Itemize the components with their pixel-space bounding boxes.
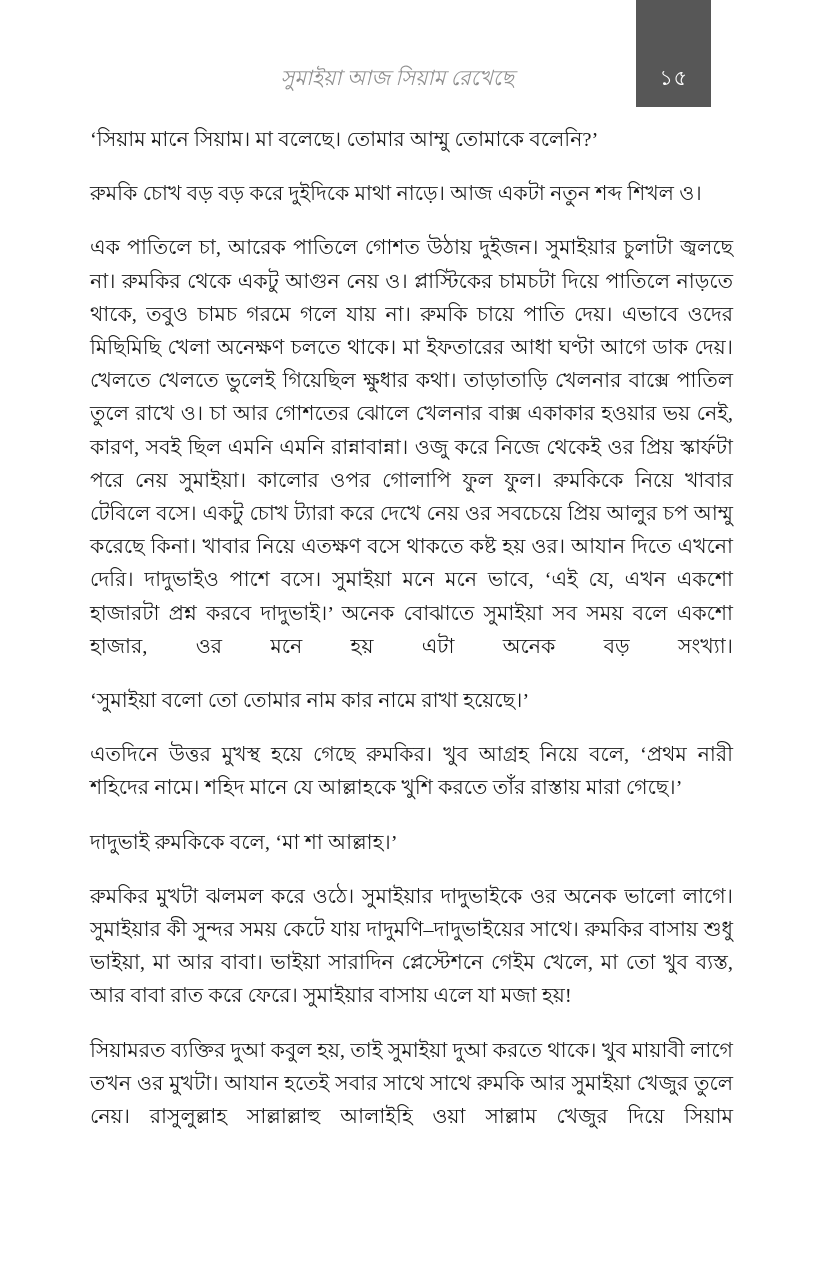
paragraph: রুমকি চোখ বড় বড় করে দুইদিকে মাথা নাড়ে। আজ একটা নতুন শব্দ শিখল ও।: [90, 183, 702, 206]
paragraph: দাদুভাই রুমকিকে বলে, ‘মা শা আল্লাহ।’: [90, 831, 398, 854]
paragraph: ‘সুমাইয়া বলো তো তোমার নাম কার নামে রাখা হয়েছে।’: [90, 690, 530, 713]
page-number: ১৫: [659, 66, 688, 90]
page-header: [0, 0, 822, 107]
body-text-block: [90, 124, 733, 1134]
paragraph: সিয়ামরত ব্যক্তির দুআ কবুল হয়, তাই সুমাইয়া দুআ করতে থাকে। খুব মায়াবী লাগে তখন ওর মুখটা। আযান হতেই সবার সাথে সাথে রুমকি আর সুমাইয়া খেজুর তুলে নেয়। রাসুলুল্লাহ সাল্লাল্লাহু আলাইহি ওয়া সাল্লাম খেজুর দিয়ে সিয়াম: [90, 1039, 733, 1129]
running-head-title: সুমাইয়া আজ সিয়াম রেখেছে: [280, 66, 514, 90]
paragraph: ‘সিয়াম মানে সিয়াম। মা বলেছে। তোমার আম্মু তোমাকে বলেনি?’: [90, 129, 599, 151]
paragraph: এতদিনে উত্তর মুখস্থ হয়ে গেছে রুমকির। খুব আগ্রহ নিয়ে বলে, ‘প্রথম নারী শহিদের নামে। শহিদ মানে যে আল্লাহকে খুশি করতে তাঁর রাস্তায় মারা গেছে।’: [90, 744, 733, 800]
paragraph: এক পাতিলে চা, আরেক পাতিলে গোশত উঠায় দুইজন। সুমাইয়ার চুলাটা জ্বলছে না। রুমকির থেকে একটু আগুন নেয় ও। প্লাস্টিকের চামচটা দিয়ে পাতিলে নাড়তে থাকে, তবুও চামচ গরমে গলে যায় না। রুমকি চায়ে পাতি দেয়। এভাবে ওদের মিছিমিছি খেলা অনেক্ষণ চলতে থাকে। মা ইফতারের আধা ঘণ্টা আগে ডাক দেয়। খেলতে খেলতে ভুলেই গিয়েছিল ক্ষুধার কথা। তাড়াতাড়ি খেলনার বাক্সে পাতিল তুলে রাখে ও। চা আর গোশতের ঝোলে খেলনার বাক্স একাকার হওয়ার ভয় নেই, কারণ, সবই ছিল এমনি এমনি রান্নাবান্না। ওজু করে নিজে থেকেই ওর প্রিয় স্কার্ফটা পরে নেয় সুমাইয়া। কালোর ওপর গোলাপি ফুল ফুল। রুমকিকে নিয়ে খাবার টেবিলে বসে। একটু চোখ ট্যারা করে দেখে নেয় ওর সবচেয়ে প্রিয় আলুর চপ আম্মু করেছে কিনা। খাবার নিয়ে এতক্ষণ বসে থাকতে কষ্ট হয় ওর। আযান দিতে এখনো দেরি। দাদুভাইও পাশে বসে। সুমাইয়া মনে মনে ভাবে, ‘এই যে, এখন একশো হাজারটা প্রশ্ন করবে দাদুভাই।’ অনেক বোঝাতে সুমাইয়া সব সময় বলে একশো হাজার, ওর মনে হয় এটা অনেক বড় সংখ্যা।: [90, 237, 733, 658]
paragraph: রুমকির মুখটা ঝলমল করে ওঠে। সুমাইয়ার দাদুভাইকে ওর অনেক ভালো লাগে। সুমাইয়ার কী সুন্দর সময় কেটে যায় দাদুমণি–দাদুভাইয়ের সাথে। রুমকির বাসায় শুধু ভাইয়া, মা আর বাবা। ভাইয়া সারাদিন প্লেস্টেশনে গেইম খেলে, মা তো খুব ব্যস্ত, আর বাবা রাত করে ফেরে। সুমাইয়ার বাসায় এলে যা মজা হয়!: [90, 885, 733, 1008]
